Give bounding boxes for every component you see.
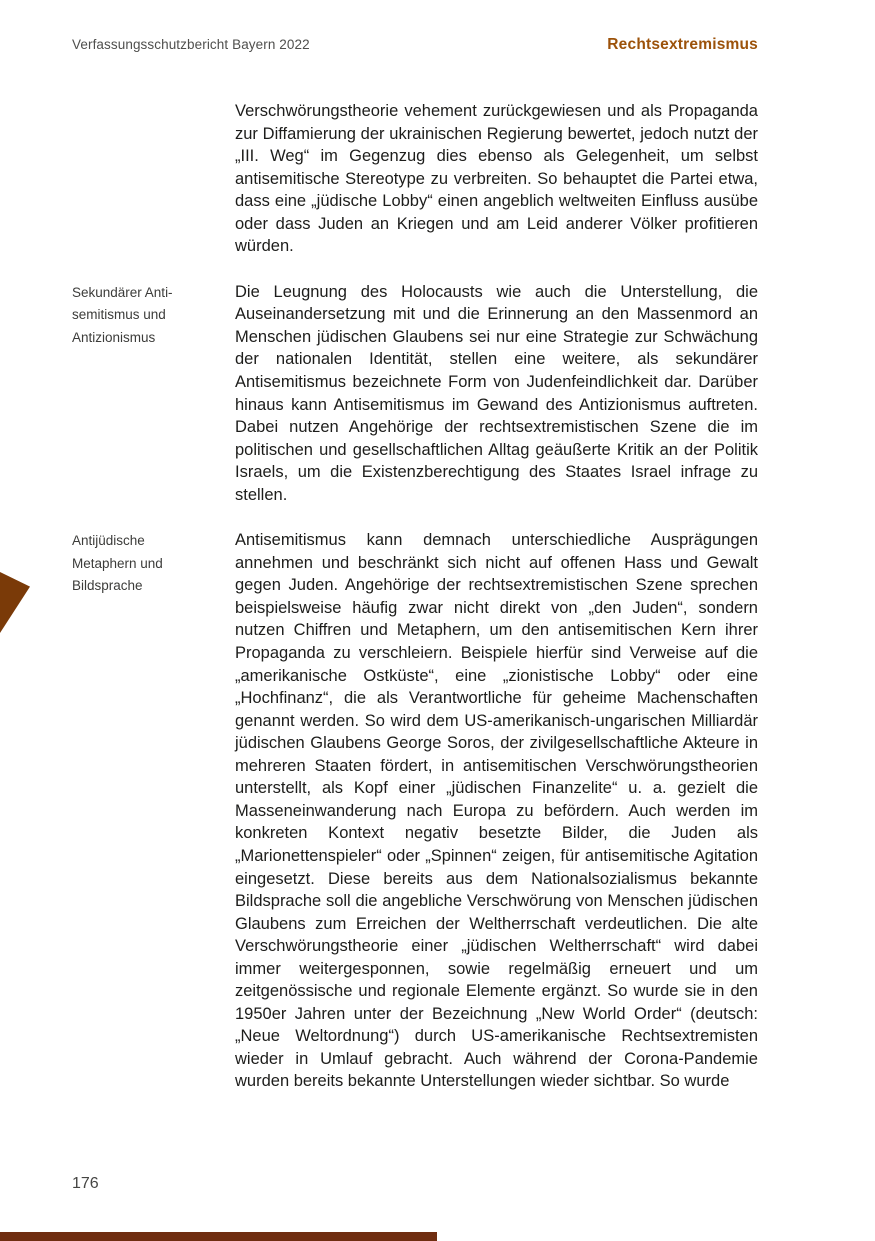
footer-bar xyxy=(0,1232,437,1241)
margin-note-line: Antizionismus xyxy=(72,329,156,345)
body-paragraph: Verschwörungstheorie vehement zurückgewiesen und als Propaganda zur Diffamierung der ukrainischen Regierung bewertet, jedoch nutzt der „III. Weg“ im Gegenzug dies ebenso als Gelegenheit, um selbst antisemitische Stereotype zu verbreiten. So behauptet die Partei etwa, dass eine „jüdische Lobby“ einen angeblich weltweiten Einfluss ausübe oder dass Juden an Kriegen und am Leid anderer Völker profitieren würden. xyxy=(235,102,758,256)
page-content xyxy=(72,100,758,1116)
margin-note-line: Antijüdische xyxy=(72,533,145,549)
running-header-right: Rechtsextremismus xyxy=(607,36,758,53)
paragraph-section xyxy=(72,281,758,506)
section-marker-triangle xyxy=(0,572,30,633)
running-header-left: Verfassungsschutzbericht Bayern 2022 xyxy=(72,37,310,52)
margin-note xyxy=(72,100,235,258)
margin-note xyxy=(72,529,235,1093)
margin-note xyxy=(72,281,235,506)
paragraph-section xyxy=(72,529,758,1093)
margin-note-line: semitismus und xyxy=(72,307,166,323)
margin-note-line: Sekundärer Anti- xyxy=(72,284,173,300)
margin-note-line: Bildsprache xyxy=(72,578,143,594)
body-paragraph: Antisemitismus kann demnach unterschiedliche Ausprägungen annehmen und beschränkt sich nicht auf offenen Hass und Gewalt gegen Juden. Angehörige der rechtsextremistischen Szene sprechen beispielsweise häufig zwar nicht direkt von „den Juden“, sondern nutzen Chiffren und Metaphern, um den antisemitischen Kern ihrer Propaganda zu verschleiern. Beispiele hierfür sind Verweise auf die „amerikanische Ostküste“, eine „zionistische Lobby“ oder eine „Hochfinanz“, die als Verantwortliche für geheime Machenschaften genannt werden. So wird dem US-amerikanisch-ungarischen Milliardär jüdischen Glaubens George Soros, der zivilgesellschaftliche Akteure in mehreren Staaten fördert, in antisemitischen Verschwörungstheorien unterstellt, als Kopf einer „jüdischen Finanzelite“ u. a. gezielt die Masseneinwanderung nach Europa zu befördern. Auch werden im konkreten Kontext negativ besetzte Bilder, die Juden als „Marionettenspieler“ oder „Spinnen“ zeigen, für antisemitische Agitation eingesetzt. Diese bereits aus dem Nationalsozialismus bekannte Bildsprache soll die angebliche Verschwörung von Menschen jüdischen Glaubens zum Erreichen der Weltherrschaft verdeutlichen. Die alte Verschwörungstheorie einer „jüdischen Weltherrschaft“ wird dabei immer weitergesponnen, sowie regelmäßig erneuert und um zeitgenössische und regionale Elemente ergänzt. So wurde sie in den 1950er Jahren unter der Bezeichnung „New World Order“ (deutsch: „Neue Weltordnung“) durch US-amerikanische Rechtsextremisten wieder in Umlauf gebracht. Auch während der Corona-Pandemie wurden bereits bekannte Unterstellungen wieder sichtbar. So wurde xyxy=(235,531,758,1091)
body-paragraph: Die Leugnung des Holocausts wie auch die Unterstellung, die Auseinandersetzung mit und die Erinnerung an den Massenmord an Menschen jüdischen Glaubens sei nur eine Strategie zur Schwächung der nationalen Identität, stellen eine weitere, als sekundärer Antisemitismus bezeichnete Form von Judenfeindlichkeit dar. Darüber hinaus kann Antisemitismus im Gewand des Antizionismus auftreten. Dabei nutzen Angehörige der rechtsextremistischen Szene die im politischen und gesellschaftlichen Alltag geäußerte Kritik an der Politik Israels, um die Existenzberechtigung des Staates Israel infrage zu stellen. xyxy=(235,282,758,504)
margin-note-line: Metaphern und xyxy=(72,555,163,571)
page-header xyxy=(72,36,758,54)
page-number: 176 xyxy=(72,1175,99,1192)
paragraph-section xyxy=(72,100,758,258)
